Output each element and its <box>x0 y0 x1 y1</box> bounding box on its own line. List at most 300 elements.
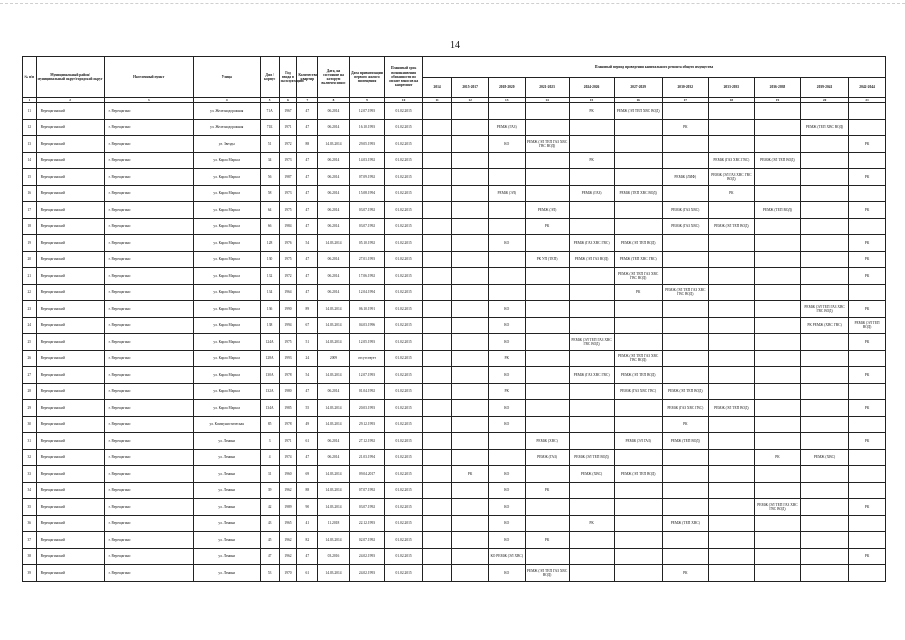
included-date-cell: 2009 <box>318 350 349 367</box>
street-cell: ул. Звезды <box>193 136 260 153</box>
privatization-date-cell: 21.03.1994 <box>349 449 385 466</box>
street-cell: ул. Ленина <box>193 499 260 516</box>
privatization-date-cell: 27.12.1992 <box>349 433 385 450</box>
street-cell: ул. Коммунистическая <box>193 416 260 433</box>
column-number: 11 <box>422 98 451 103</box>
street-cell: ул. Карла Маркса <box>193 152 260 169</box>
period-cell: КО <box>488 515 525 532</box>
period-cell <box>754 185 800 202</box>
house-cell: 128А <box>260 350 279 367</box>
period-cell <box>525 350 569 367</box>
apartments-cell: 47 <box>297 103 318 120</box>
period-cell: КО <box>488 301 525 318</box>
period-cell: КО <box>488 416 525 433</box>
period-header: 2015-2017 <box>452 78 489 98</box>
row-number: 29 <box>23 400 37 417</box>
period-cell <box>569 268 614 285</box>
period-cell <box>849 185 886 202</box>
period-cell <box>662 152 708 169</box>
period-cell <box>569 416 614 433</box>
privatization-date-cell: 29.12.1993 <box>349 416 385 433</box>
period-cell <box>849 119 886 136</box>
period-cell <box>800 532 848 549</box>
period-cell <box>849 532 886 549</box>
period-cell <box>525 548 569 565</box>
header-row <box>23 57 886 78</box>
column-number: 6 <box>279 98 297 103</box>
period-cell <box>525 499 569 516</box>
period-cell <box>525 334 569 351</box>
period-cell <box>614 449 662 466</box>
period-cell <box>525 284 569 301</box>
year-cell: 1973 <box>279 152 297 169</box>
period-cell <box>614 317 662 334</box>
district-cell: Верещагинский <box>36 152 104 169</box>
street-cell: ул. Карла Маркса <box>193 235 260 252</box>
privatization-date-cell: 29.05.1993 <box>349 136 385 153</box>
period-cell <box>662 532 708 549</box>
district-cell: Верещагинский <box>36 169 104 186</box>
apartments-cell: 47 <box>297 202 318 219</box>
period-cell <box>800 334 848 351</box>
period-cell <box>452 103 489 120</box>
row-number: 39 <box>23 565 37 582</box>
column-number: 18 <box>708 98 754 103</box>
house-cell: 58 <box>260 185 279 202</box>
period-cell <box>422 367 451 384</box>
period-cell <box>569 136 614 153</box>
included-date-cell: 06.2014 <box>318 449 349 466</box>
row-number: 11 <box>23 103 37 120</box>
period-cell <box>708 383 754 400</box>
planned-deadline-cell: 01.02.2015 <box>385 202 423 219</box>
settlement-cell: г. Верещагино <box>104 103 193 120</box>
district-cell: Верещагинский <box>36 317 104 334</box>
table-row <box>23 136 886 153</box>
included-date-cell: 14.03.2014 <box>318 317 349 334</box>
column-number: 1 <box>23 98 37 103</box>
period-cell: РЕМЖ (ЭЛ ТЕП ГАЗ ХВС ГВС ВОД) <box>754 499 800 516</box>
period-cell: РЕМЖ (ЭЛ ТЕП ГАЗ ХВС ГВС ВОД) <box>569 334 614 351</box>
period-cell <box>488 268 525 285</box>
house-cell: 132 <box>260 268 279 285</box>
street-cell: ул. Карла Маркса <box>193 268 260 285</box>
period-cell <box>422 284 451 301</box>
period-cell <box>614 548 662 565</box>
street-cell: ул. Ленина <box>193 433 260 450</box>
period-cell: КО <box>488 466 525 483</box>
settlement-cell: г. Верещагино <box>104 119 193 136</box>
period-cell <box>754 466 800 483</box>
period-cell <box>488 449 525 466</box>
period-cell <box>525 515 569 532</box>
row-number: 21 <box>23 268 37 285</box>
period-cell <box>614 169 662 186</box>
house-cell: 51 <box>260 136 279 153</box>
period-cell: РЕМЖ (ГАЗ ХВС ГВС) <box>569 367 614 384</box>
included-date-cell: 06.2014 <box>318 218 349 235</box>
period-cell <box>708 466 754 483</box>
period-cell: РЕМЖ (ГАЗ ХВС ГВС) <box>662 400 708 417</box>
period-cell: РЕМЖ (ЭЛ) <box>525 202 569 219</box>
period-cell: КО <box>488 317 525 334</box>
included-date-cell: 14.03.2014 <box>318 136 349 153</box>
period-cell <box>662 317 708 334</box>
period-cell <box>708 202 754 219</box>
district-cell: Верещагинский <box>36 449 104 466</box>
privatization-date-cell: 24.02.1993 <box>349 548 385 565</box>
period-cell: РЕМЖ (ХВС) <box>525 433 569 450</box>
house-cell: 71Б <box>260 119 279 136</box>
period-cell <box>525 152 569 169</box>
privatization-date-cell: 12.07.1993 <box>349 103 385 120</box>
column-number: 15 <box>569 98 614 103</box>
period-cell <box>754 119 800 136</box>
settlement-cell: г. Верещагино <box>104 251 193 268</box>
period-cell: РЕМЖ (ЭЛ ТЕП ВОД) <box>849 317 886 334</box>
period-cell: РЕМЖ (ГАЗ) <box>569 185 614 202</box>
period-cell <box>662 350 708 367</box>
period-cell <box>569 400 614 417</box>
house-cell: 136 <box>260 301 279 318</box>
street-cell: ул. Карла Маркса <box>193 202 260 219</box>
included-date-cell: 14.03.2014 <box>318 367 349 384</box>
table-row <box>23 103 886 120</box>
district-cell: Верещагинский <box>36 400 104 417</box>
period-cell: РК <box>662 416 708 433</box>
row-number: 19 <box>23 235 37 252</box>
year-cell: 1972 <box>279 268 297 285</box>
year-cell: 1980 <box>279 383 297 400</box>
period-cell <box>452 515 489 532</box>
period-cell: РК <box>849 169 886 186</box>
year-cell: 1970 <box>279 565 297 582</box>
period-cell <box>708 103 754 120</box>
period-cell <box>452 268 489 285</box>
period-cell: РК <box>569 152 614 169</box>
included-date-cell: 11.2018 <box>318 515 349 532</box>
period-cell: РЕМЖ (ЭЛ ТЕП ГАЗ ХВС ГВС ВОД) <box>614 268 662 285</box>
street-cell: ул. Карла Маркса <box>193 284 260 301</box>
period-cell <box>800 350 848 367</box>
period-cell <box>614 482 662 499</box>
settlement-cell: г. Верещагино <box>104 301 193 318</box>
period-cell <box>708 334 754 351</box>
period-cell: РК <box>614 284 662 301</box>
period-cell <box>708 482 754 499</box>
privatization-date-cell: 22.12.1993 <box>349 515 385 532</box>
period-header: 2030-2032 <box>662 78 708 98</box>
included-date-cell: 06.2014 <box>318 119 349 136</box>
period-cell: РК <box>525 482 569 499</box>
row-number: 26 <box>23 350 37 367</box>
planned-deadline-cell: 01.02.2015 <box>385 251 423 268</box>
period-cell <box>754 532 800 549</box>
period-cell <box>525 367 569 384</box>
planned-deadline-cell: 01.02.2015 <box>385 317 423 334</box>
period-cell <box>569 350 614 367</box>
period-cell <box>754 136 800 153</box>
planned-deadline-cell: 01.02.2015 <box>385 152 423 169</box>
period-cell <box>800 433 848 450</box>
period-cell <box>525 466 569 483</box>
period-cell <box>488 251 525 268</box>
house-cell: 64 <box>260 202 279 219</box>
privatization-date-cell: 07.09.1992 <box>349 169 385 186</box>
period-cell <box>708 416 754 433</box>
period-cell <box>662 334 708 351</box>
apartments-cell: 89 <box>297 301 318 318</box>
district-cell: Верещагинский <box>36 565 104 582</box>
house-cell: 3 <box>260 433 279 450</box>
period-cell <box>452 350 489 367</box>
period-cell: КО <box>488 565 525 582</box>
settlement-cell: г. Верещагино <box>104 334 193 351</box>
period-cell: РК <box>849 499 886 516</box>
column-header-year: Год ввода в эксплуатацию <box>279 57 297 98</box>
period-cell <box>614 400 662 417</box>
period-cell <box>452 202 489 219</box>
period-cell <box>800 499 848 516</box>
included-date-cell: 06.2014 <box>318 152 349 169</box>
district-cell: Верещагинский <box>36 301 104 318</box>
apartments-cell: 47 <box>297 449 318 466</box>
included-date-cell: 06.2014 <box>318 202 349 219</box>
period-cell <box>708 284 754 301</box>
period-cell <box>422 466 451 483</box>
row-number: 16 <box>23 185 37 202</box>
table-row <box>23 449 886 466</box>
period-cell <box>452 119 489 136</box>
period-cell <box>614 565 662 582</box>
year-cell: 1993 <box>279 350 297 367</box>
column-number: 4 <box>193 98 260 103</box>
year-cell: 1976 <box>279 235 297 252</box>
apartments-cell: 54 <box>297 367 318 384</box>
apartments-cell: 47 <box>297 251 318 268</box>
period-cell: РЕМЖ (ЭЛ ТЕП ХВС ВОД) <box>614 103 662 120</box>
house-cell: 43 <box>260 515 279 532</box>
included-date-cell: 14.03.2014 <box>318 565 349 582</box>
period-cell <box>525 400 569 417</box>
period-cell <box>800 235 848 252</box>
period-cell <box>569 499 614 516</box>
row-number: 12 <box>23 119 37 136</box>
year-cell: 1978 <box>279 367 297 384</box>
apartments-cell: 47 <box>297 169 318 186</box>
period-cell <box>754 301 800 318</box>
period-cell <box>849 152 886 169</box>
house-cell: 4 <box>260 449 279 466</box>
period-cell <box>422 119 451 136</box>
planned-deadline-cell: 01.02.2015 <box>385 284 423 301</box>
house-cell: 132А <box>260 383 279 400</box>
column-number: 14 <box>525 98 569 103</box>
period-cell <box>754 433 800 450</box>
period-cell: РК <box>849 433 886 450</box>
period-cell <box>849 350 886 367</box>
period-cell: РК <box>849 301 886 318</box>
period-cell <box>708 251 754 268</box>
planned-deadline-cell: 01.02.2015 <box>385 103 423 120</box>
planned-deadline-cell: 01.02.2015 <box>385 136 423 153</box>
column-header-included-date: Дата, на состояние на которую включен износ <box>318 57 349 98</box>
period-cell <box>754 268 800 285</box>
period-cell: РК <box>849 235 886 252</box>
period-cell <box>525 317 569 334</box>
year-cell: 1975 <box>279 251 297 268</box>
privatization-date-cell: 01.04.1992 <box>349 383 385 400</box>
settlement-cell: г. Верещагино <box>104 136 193 153</box>
row-number: 34 <box>23 482 37 499</box>
period-cell <box>800 169 848 186</box>
period-cell: КО <box>488 235 525 252</box>
table-row <box>23 218 886 235</box>
period-cell: РЕМЖ (ГАЗ ХВС ГВС) <box>569 235 614 252</box>
included-date-cell: 14.03.2014 <box>318 235 349 252</box>
period-cell <box>614 301 662 318</box>
apartments-cell: 67 <box>297 317 318 334</box>
period-cell <box>569 301 614 318</box>
table-row <box>23 400 886 417</box>
house-cell: 85 <box>260 416 279 433</box>
table-row <box>23 367 886 384</box>
house-cell: 45 <box>260 532 279 549</box>
period-cell <box>488 218 525 235</box>
period-cell: РЕМЖ (ГАЗ) <box>488 119 525 136</box>
period-cell: РК <box>849 367 886 384</box>
privatization-date-cell: 20.03.1993 <box>349 400 385 417</box>
district-cell: Верещагинский <box>36 202 104 219</box>
year-cell: 1994 <box>279 317 297 334</box>
period-cell <box>708 565 754 582</box>
period-cell: РЕМЖ (ЭЛ) <box>488 185 525 202</box>
period-cell: РК <box>488 383 525 400</box>
district-cell: Верещагинский <box>36 185 104 202</box>
period-cell <box>754 400 800 417</box>
period-cell: РЕМЖ (ТЕП ХВС ГВС) <box>614 251 662 268</box>
column-number: 16 <box>614 98 662 103</box>
row-number: 33 <box>23 466 37 483</box>
included-date-cell: 14.03.2014 <box>318 400 349 417</box>
planned-deadline-cell: 01.02.2015 <box>385 268 423 285</box>
settlement-cell: г. Верещагино <box>104 482 193 499</box>
included-date-cell: 06.2014 <box>318 185 349 202</box>
table-row <box>23 268 886 285</box>
street-cell: ул. Железнодорожная <box>193 103 260 120</box>
period-cell <box>662 251 708 268</box>
house-cell: 42 <box>260 499 279 516</box>
apartments-cell: 82 <box>297 532 318 549</box>
table-row <box>23 565 886 582</box>
column-number: 2 <box>36 98 104 103</box>
house-cell: 47 <box>260 548 279 565</box>
apartments-cell: 54 <box>297 235 318 252</box>
period-header: 2021-2023 <box>525 78 569 98</box>
row-number: 36 <box>23 515 37 532</box>
year-cell: 1965 <box>279 515 297 532</box>
planned-deadline-cell: 01.02.2015 <box>385 466 423 483</box>
period-cell: РЕМЖ (ГАЗ ХВС ГВС) <box>614 383 662 400</box>
year-cell: 1975 <box>279 202 297 219</box>
street-cell: ул. Карла Маркса <box>193 350 260 367</box>
period-cell: РЕМЖ (ЭЛ ТЕП ГАЗ ХВС ГВС ВОД) <box>662 284 708 301</box>
row-number: 28 <box>23 383 37 400</box>
year-cell: 1962 <box>279 548 297 565</box>
year-cell: 1978 <box>279 416 297 433</box>
period-cell: РК <box>488 350 525 367</box>
period-cell <box>525 235 569 252</box>
planned-deadline-cell: 01.02.2015 <box>385 119 423 136</box>
street-cell: ул. Ленина <box>193 466 260 483</box>
included-date-cell: 14.03.2014 <box>318 301 349 318</box>
period-cell <box>614 499 662 516</box>
period-cell: РЕМЖ (ТЕП ХВС) <box>662 515 708 532</box>
district-cell: Верещагинский <box>36 367 104 384</box>
period-cell: КО РЕМЖ (ЭЛ ХВС) <box>488 548 525 565</box>
included-date-cell: 14.03.2014 <box>318 499 349 516</box>
period-cell <box>800 136 848 153</box>
settlement-cell: г. Верещагино <box>104 185 193 202</box>
period-cell <box>422 515 451 532</box>
period-cell: РК <box>708 185 754 202</box>
street-cell: ул. Карла Маркса <box>193 400 260 417</box>
period-header: 2018-2020 <box>488 78 525 98</box>
period-cell <box>662 499 708 516</box>
period-cell <box>849 103 886 120</box>
district-cell: Верещагинский <box>36 136 104 153</box>
settlement-cell: г. Верещагино <box>104 515 193 532</box>
table-row <box>23 251 886 268</box>
period-cell <box>754 103 800 120</box>
period-cell: РЕМЖ (ЭЛ ТЕП ВОД) <box>662 383 708 400</box>
year-cell: 1987 <box>279 169 297 186</box>
year-cell: 1967 <box>279 103 297 120</box>
period-cell <box>422 350 451 367</box>
planned-deadline-cell: 01.02.2015 <box>385 482 423 499</box>
house-cell: 134 <box>260 284 279 301</box>
column-number: 12 <box>452 98 489 103</box>
period-cell <box>708 499 754 516</box>
period-cell <box>662 466 708 483</box>
settlement-cell: г. Верещагино <box>104 565 193 582</box>
privatization-date-cell: 03.07.1992 <box>349 202 385 219</box>
period-cell <box>800 416 848 433</box>
period-cell <box>525 169 569 186</box>
period-cell <box>452 251 489 268</box>
period-cell <box>614 119 662 136</box>
district-cell: Верещагинский <box>36 515 104 532</box>
column-header-settlement: Населенный пункт <box>104 57 193 98</box>
period-cell <box>754 317 800 334</box>
period-header: 2039-2041 <box>800 78 848 98</box>
period-cell <box>452 449 489 466</box>
table-row <box>23 482 886 499</box>
period-cell <box>708 548 754 565</box>
district-cell: Верещагинский <box>36 103 104 120</box>
period-cell: РЕМЖ (ХВС) <box>800 449 848 466</box>
settlement-cell: г. Верещагино <box>104 499 193 516</box>
house-cell: 34 <box>260 152 279 169</box>
period-cell <box>754 416 800 433</box>
period-cell <box>569 532 614 549</box>
table-row <box>23 416 886 433</box>
included-date-cell: 03.2016 <box>318 548 349 565</box>
period-cell <box>422 152 451 169</box>
period-cell <box>754 515 800 532</box>
period-cell <box>800 466 848 483</box>
row-number: 35 <box>23 499 37 516</box>
